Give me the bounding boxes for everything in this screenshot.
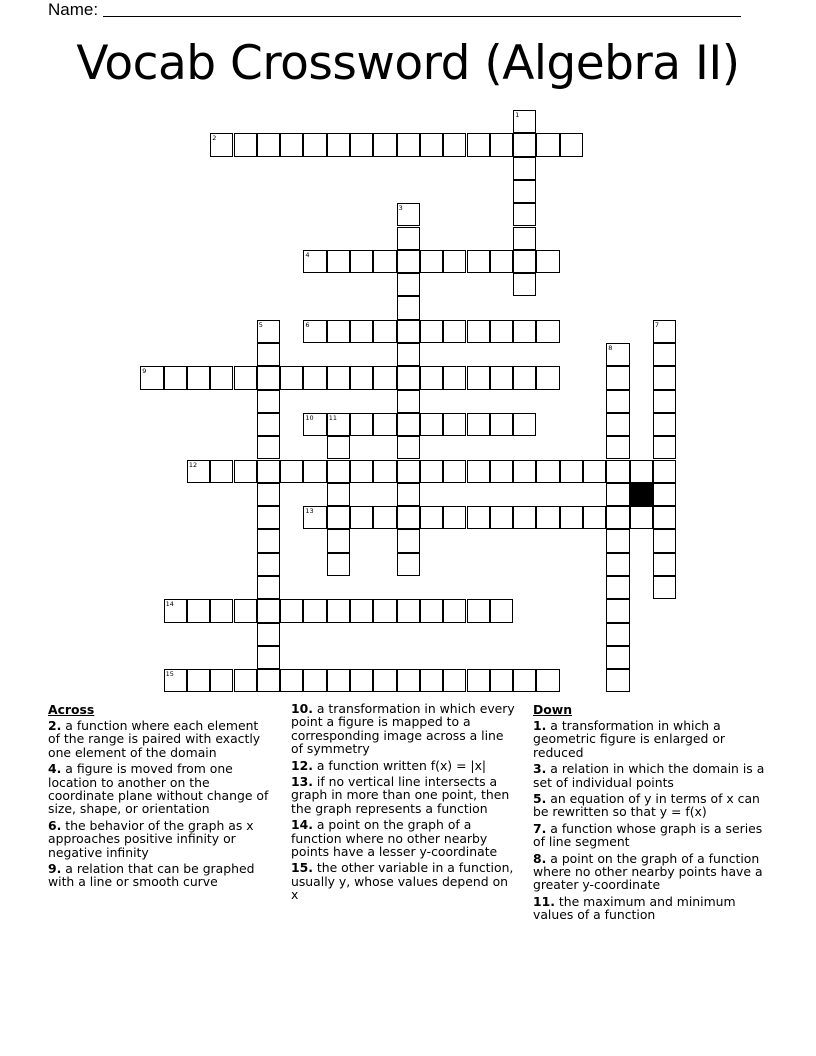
- clue-text: a transformation in which a geometric figure is enlarged or reduced: [533, 718, 726, 760]
- across-clue: [291, 702, 517, 756]
- cell-number: 6: [305, 320, 310, 329]
- clue-text: a function where each element of the range is paired with exactly one element of the domain: [48, 718, 261, 760]
- crossword-cell[interactable]: [234, 133, 257, 156]
- crossword-cell[interactable]: [606, 669, 629, 692]
- crossword-cell[interactable]: [234, 366, 257, 389]
- crossword-cell[interactable]: [327, 483, 350, 506]
- crossword-cell[interactable]: [257, 506, 280, 529]
- crossword-cell[interactable]: [257, 320, 280, 343]
- crossword-cell[interactable]: [350, 133, 373, 156]
- crossword-cell[interactable]: [606, 390, 629, 413]
- crossword-cell[interactable]: [490, 669, 513, 692]
- clue-text: if no vertical line intersects a graph in more than one point, then the graph represents a function: [291, 774, 510, 816]
- crossword-cell[interactable]: [490, 133, 513, 156]
- down-clue: [533, 852, 769, 892]
- clue-text: a function whose graph is a series of line segment: [533, 820, 763, 850]
- crossword-cell[interactable]: [373, 133, 396, 156]
- crossword-cell[interactable]: [653, 483, 676, 506]
- crossword-cell[interactable]: [397, 413, 420, 436]
- crossword-cell[interactable]: [210, 366, 233, 389]
- crossword-cell[interactable]: [513, 460, 536, 483]
- crossword-cell[interactable]: [257, 646, 280, 669]
- crossword-cell[interactable]: [397, 203, 420, 226]
- crossword-cell[interactable]: [653, 390, 676, 413]
- cell-number: 5: [258, 320, 263, 329]
- crossword-cell[interactable]: [257, 669, 280, 692]
- crossword-cell[interactable]: [187, 366, 210, 389]
- crossword-cell[interactable]: [280, 366, 303, 389]
- crossword-cell[interactable]: [630, 460, 653, 483]
- crossword-cell[interactable]: [373, 669, 396, 692]
- crossword-cell[interactable]: [420, 599, 443, 622]
- crossword-cell[interactable]: [397, 296, 420, 319]
- crossword-cell[interactable]: [443, 669, 466, 692]
- crossword-cell[interactable]: [443, 366, 466, 389]
- crossword-cell[interactable]: [327, 669, 350, 692]
- crossword-cell[interactable]: [513, 413, 536, 436]
- crossword-cell[interactable]: [373, 506, 396, 529]
- clue-number: 15.: [291, 860, 313, 876]
- crossword-cell[interactable]: [303, 506, 326, 529]
- down-clue: [533, 719, 769, 759]
- crossword-cell[interactable]: [257, 553, 280, 576]
- cell-number: 11: [328, 413, 337, 422]
- crossword-cell[interactable]: [187, 460, 210, 483]
- crossword-cell[interactable]: [327, 553, 350, 576]
- crossword-cell[interactable]: [606, 599, 629, 622]
- crossword-cell[interactable]: [327, 436, 350, 459]
- crossword-cell[interactable]: [397, 343, 420, 366]
- cell-number: 4: [305, 250, 310, 259]
- crossword-cell[interactable]: [490, 599, 513, 622]
- crossword-cell[interactable]: [257, 623, 280, 646]
- crossword-cell[interactable]: [397, 436, 420, 459]
- crossword-cell[interactable]: [257, 483, 280, 506]
- crossword-cell[interactable]: [490, 250, 513, 273]
- crossword-cell[interactable]: [397, 529, 420, 552]
- clue-text: a function written f(x) = |x|: [312, 757, 487, 773]
- clue-number: 3.: [533, 761, 547, 777]
- crossword-cell[interactable]: [420, 413, 443, 436]
- crossword-cell[interactable]: [653, 576, 676, 599]
- crossword-cell[interactable]: [257, 133, 280, 156]
- crossword-cell[interactable]: [303, 250, 326, 273]
- crossword-cell[interactable]: [513, 203, 536, 226]
- crossword-cell[interactable]: [303, 669, 326, 692]
- crossword-cell[interactable]: [397, 553, 420, 576]
- crossword-cell[interactable]: [606, 646, 629, 669]
- crossword-cell[interactable]: [257, 413, 280, 436]
- crossword-cell[interactable]: [513, 157, 536, 180]
- clue-text: a transformation in which every point a figure is mapped to a corresponding image across a line of symmetry: [291, 701, 515, 757]
- cell-number: 1: [515, 111, 520, 119]
- across-clue: [48, 862, 274, 889]
- clue-number: 13.: [291, 774, 313, 790]
- crossword-cell[interactable]: [443, 133, 466, 156]
- crossword-cell[interactable]: [536, 320, 559, 343]
- crossword-cell[interactable]: [536, 506, 559, 529]
- crossword-cell[interactable]: [606, 553, 629, 576]
- crossword-cell[interactable]: [653, 460, 676, 483]
- crossword-cell[interactable]: [397, 366, 420, 389]
- crossword-cell[interactable]: [536, 250, 559, 273]
- crossword-cell[interactable]: [140, 366, 163, 389]
- clue-text: a point on the graph of a function where no other nearby points have a lesser y-coordinate: [291, 817, 498, 860]
- down-clues-column: [533, 702, 769, 925]
- crossword-cell[interactable]: [350, 460, 373, 483]
- crossword-cell[interactable]: [513, 180, 536, 203]
- crossword-cell[interactable]: [397, 460, 420, 483]
- crossword-cell[interactable]: [467, 599, 490, 622]
- clue-number: 14.: [291, 817, 313, 833]
- crossword-cell[interactable]: [420, 366, 443, 389]
- crossword-cell[interactable]: [373, 413, 396, 436]
- down-clue: [533, 762, 769, 789]
- crossword-cell[interactable]: [303, 599, 326, 622]
- clue-text: the other variable in a function, usually y, whose values depend on x: [291, 860, 514, 903]
- crossword-cell[interactable]: [303, 366, 326, 389]
- crossword-cell[interactable]: [420, 133, 443, 156]
- crossword-cell[interactable]: [257, 390, 280, 413]
- crossword-cell[interactable]: [606, 576, 629, 599]
- crossword-cell[interactable]: [490, 366, 513, 389]
- crossword-cell[interactable]: [373, 320, 396, 343]
- crossword-cell[interactable]: [210, 599, 233, 622]
- crossword-cell[interactable]: [397, 599, 420, 622]
- crossword-cell[interactable]: [373, 599, 396, 622]
- crossword-cell[interactable]: [490, 320, 513, 343]
- cell-number: 7: [654, 320, 660, 329]
- crossword-cell[interactable]: [187, 599, 210, 622]
- clue-number: 2.: [48, 718, 62, 733]
- down-clue: [533, 822, 769, 849]
- cell-number: 14: [165, 600, 174, 609]
- crossword-cell[interactable]: [653, 320, 676, 343]
- clue-text: a point on the graph of a function where no other nearby points have a greater y-coordinate: [533, 850, 763, 893]
- clue-text: the behavior of the graph as x approaches positive infinity or negative infinity: [48, 817, 254, 860]
- name-label: Name:: [48, 0, 99, 19]
- crossword-cell[interactable]: [397, 250, 420, 273]
- crossword-cell[interactable]: [257, 599, 280, 622]
- crossword-cell[interactable]: [420, 669, 443, 692]
- clue-text: a relation that can be graphed with a line or smooth curve: [48, 861, 255, 890]
- crossword-cell[interactable]: [327, 250, 350, 273]
- crossword-cell[interactable]: [234, 599, 257, 622]
- crossword-cell[interactable]: [350, 506, 373, 529]
- crossword-cell[interactable]: [257, 366, 280, 389]
- crossword-cell[interactable]: [513, 366, 536, 389]
- crossword-cell[interactable]: [536, 669, 559, 692]
- crossword-cell[interactable]: [606, 506, 629, 529]
- crossword-cell[interactable]: [490, 460, 513, 483]
- crossword-cell[interactable]: [210, 669, 233, 692]
- crossword-cell[interactable]: [653, 343, 676, 366]
- clue-text: a figure is moved from one location to another on the coordinate plane without change of size, shape, or orientation: [48, 761, 269, 817]
- crossword-cell[interactable]: [280, 669, 303, 692]
- crossword-cell[interactable]: [397, 483, 420, 506]
- crossword-cell[interactable]: [327, 366, 350, 389]
- crossword-cell[interactable]: [443, 413, 466, 436]
- crossword-cell[interactable]: [653, 366, 676, 389]
- crossword-cell[interactable]: [397, 133, 420, 156]
- crossword-cell[interactable]: [327, 599, 350, 622]
- crossword-cell[interactable]: [560, 460, 583, 483]
- crossword-cell[interactable]: [350, 669, 373, 692]
- crossword-cell[interactable]: [513, 320, 536, 343]
- across-clue: [48, 762, 274, 816]
- page-title: Vocab Crossword (Algebra II): [76, 36, 740, 91]
- down-clue: [533, 792, 769, 819]
- clue-number: 7.: [533, 820, 547, 836]
- clue-number: 9.: [48, 861, 62, 877]
- crossword-cell[interactable]: [187, 669, 210, 692]
- crossword-cell[interactable]: [350, 250, 373, 273]
- clue-text: the maximum and minimum values of a function: [533, 893, 736, 923]
- crossword-cell[interactable]: [513, 133, 536, 156]
- crossword-cell[interactable]: [257, 343, 280, 366]
- crossword-cell[interactable]: [350, 599, 373, 622]
- cell-number: 10: [305, 413, 314, 422]
- crossword-cell[interactable]: [513, 506, 536, 529]
- crossword-cell[interactable]: [303, 460, 326, 483]
- crossword-cell[interactable]: [606, 623, 629, 646]
- clue-text: a relation in which the domain is a set of individual points: [533, 761, 765, 790]
- crossword-cell[interactable]: [513, 273, 536, 296]
- crossword-cell[interactable]: [397, 669, 420, 692]
- crossword-cell[interactable]: [513, 227, 536, 250]
- crossword-cell[interactable]: [210, 133, 233, 156]
- crossword-cell[interactable]: [327, 529, 350, 552]
- crossword-cell[interactable]: [397, 320, 420, 343]
- crossword-cell[interactable]: [606, 529, 629, 552]
- crossword-cell[interactable]: [397, 273, 420, 296]
- across-clue: [291, 861, 517, 901]
- crossword-cell[interactable]: [234, 460, 257, 483]
- crossword-cell[interactable]: [327, 133, 350, 156]
- clue-number: 11.: [533, 893, 555, 909]
- crossword-cell[interactable]: [257, 460, 280, 483]
- crossword-cell[interactable]: [373, 366, 396, 389]
- across-clues-column-1: [48, 702, 274, 892]
- crossword-cell[interactable]: [373, 460, 396, 483]
- crossword-cell[interactable]: [536, 133, 559, 156]
- crossword-cell[interactable]: [373, 250, 396, 273]
- cell-number: 2: [212, 134, 217, 143]
- crossword-cell[interactable]: [513, 250, 536, 273]
- crossword-cell[interactable]: [257, 529, 280, 552]
- down-heading: Down: [533, 702, 573, 717]
- crossword-cell[interactable]: [327, 506, 350, 529]
- crossword-cell[interactable]: [606, 483, 629, 506]
- clue-number: 1.: [533, 718, 547, 733]
- crossword-cell[interactable]: [536, 460, 559, 483]
- across-clue: [291, 759, 517, 772]
- crossword-cell[interactable]: [420, 250, 443, 273]
- clue-number: 8.: [533, 850, 547, 866]
- crossword-cell[interactable]: [397, 227, 420, 250]
- crossword-cell[interactable]: [467, 250, 490, 273]
- blocked-cell: [630, 483, 653, 506]
- crossword-cell[interactable]: [327, 460, 350, 483]
- crossword-cell[interactable]: [210, 460, 233, 483]
- crossword-cell[interactable]: [653, 413, 676, 436]
- crossword-cell[interactable]: [397, 506, 420, 529]
- crossword-cell[interactable]: [467, 413, 490, 436]
- crossword-cell[interactable]: [490, 413, 513, 436]
- across-clues-column-2: [291, 702, 517, 905]
- crossword-cell[interactable]: [560, 133, 583, 156]
- crossword-cell[interactable]: [443, 460, 466, 483]
- across-clue: [291, 818, 517, 858]
- crossword-cell[interactable]: [513, 110, 536, 133]
- crossword-cell[interactable]: [164, 366, 187, 389]
- crossword-cell[interactable]: [467, 320, 490, 343]
- crossword-cell[interactable]: [467, 366, 490, 389]
- crossword-cell[interactable]: [257, 576, 280, 599]
- crossword-cell[interactable]: [467, 506, 490, 529]
- clue-number: 5.: [533, 791, 547, 807]
- crossword-cell[interactable]: [303, 133, 326, 156]
- crossword-cell[interactable]: [606, 436, 629, 459]
- crossword-cell[interactable]: [257, 436, 280, 459]
- clue-number: 12.: [291, 757, 313, 773]
- down-clue: [533, 895, 769, 922]
- crossword-cell[interactable]: [583, 460, 606, 483]
- crossword-cell[interactable]: [513, 669, 536, 692]
- clue-number: 10.: [291, 701, 313, 716]
- crossword-cell[interactable]: [490, 506, 513, 529]
- across-clue: [48, 719, 274, 759]
- crossword-cell[interactable]: [280, 460, 303, 483]
- crossword-cell[interactable]: [467, 133, 490, 156]
- crossword-cell[interactable]: [443, 320, 466, 343]
- across-clue: [48, 819, 274, 859]
- crossword-cell[interactable]: [350, 320, 373, 343]
- crossword-cell[interactable]: [467, 669, 490, 692]
- crossword-cell[interactable]: [630, 506, 653, 529]
- crossword-cell[interactable]: [653, 553, 676, 576]
- cell-number: 3: [398, 204, 403, 213]
- crossword-cell[interactable]: [234, 669, 257, 692]
- cell-number: 15: [165, 670, 174, 679]
- cell-number: 8: [608, 344, 613, 352]
- clue-number: 4.: [48, 761, 62, 777]
- crossword-cell[interactable]: [606, 366, 629, 389]
- cell-number: 12: [188, 460, 198, 469]
- crossword-cell[interactable]: [653, 506, 676, 529]
- crossword-cell[interactable]: [164, 669, 187, 692]
- crossword-cell[interactable]: [397, 390, 420, 413]
- crossword-cell[interactable]: [583, 506, 606, 529]
- cell-number: 9: [142, 367, 147, 376]
- crossword-cell[interactable]: [467, 460, 490, 483]
- crossword-cell[interactable]: [327, 413, 350, 436]
- crossword-cell[interactable]: [443, 506, 466, 529]
- crossword-cell[interactable]: [443, 599, 466, 622]
- crossword-cell[interactable]: [606, 413, 629, 436]
- crossword-cell[interactable]: [443, 250, 466, 273]
- cell-number: 13: [305, 507, 314, 516]
- crossword-cell[interactable]: [536, 366, 559, 389]
- crossword-cell[interactable]: [420, 506, 443, 529]
- clue-text: an equation of y in terms of x can be rewritten so that y = f(x): [533, 791, 760, 820]
- crossword-cell[interactable]: [164, 599, 187, 622]
- clue-number: 6.: [48, 817, 62, 833]
- crossword-cell[interactable]: [606, 343, 629, 366]
- crossword-cell[interactable]: [653, 436, 676, 459]
- crossword-cell[interactable]: [350, 413, 373, 436]
- across-clue: [291, 775, 517, 815]
- crossword-cell[interactable]: [303, 413, 326, 436]
- crossword-cell[interactable]: [327, 320, 350, 343]
- crossword-cell[interactable]: [653, 529, 676, 552]
- crossword-cell[interactable]: [560, 506, 583, 529]
- crossword-cell[interactable]: [420, 460, 443, 483]
- crossword-cell[interactable]: [350, 366, 373, 389]
- crossword-cell[interactable]: [303, 320, 326, 343]
- crossword-cell[interactable]: [420, 320, 443, 343]
- crossword-cell[interactable]: [606, 460, 629, 483]
- crossword-cell[interactable]: [280, 133, 303, 156]
- crossword-cell[interactable]: [280, 599, 303, 622]
- across-heading: Across: [48, 702, 95, 717]
